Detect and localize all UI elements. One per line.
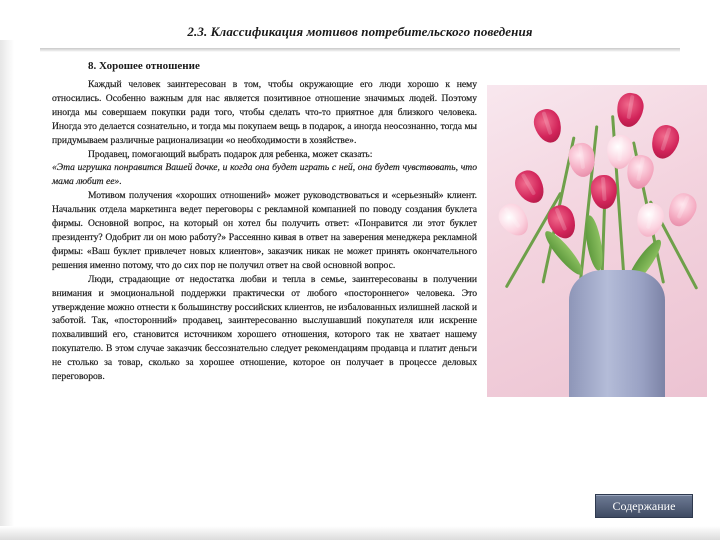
tulip-red [614,91,646,129]
paragraph-1: Каждый человек заинтересован в том, чтобы окружающие его люди хорошо к нему относились. Особенно важным для нас является позитивное отношение значимых людей. Поэтому иногда мы совершаем покупки ради того, чтобы сделать что-то приятное для близкого человека. Иногда это делается сознательно, и тогда мы покупаем вещь в подарок, а иногда неосознанно, тогда мы придумываем различные рационализации «о необходимости в хозяйстве». [52,79,477,146]
slide-shadow-bottom [0,526,720,540]
section-heading: 8. Хорошее отношение [88,60,200,72]
slide-shadow-left [0,40,14,540]
body-text [52,78,477,384]
tulip-light [633,200,666,239]
tulip-red [647,122,682,162]
vase [569,270,665,397]
paragraph-4: Люди, страдающие от недостатка любви и тепла в семье, заинтересованы в получении внимания и эмоциональной поддержки практически от любого «постороннего» человека. Это утверждение можно отнести к большинству российских клиентов, не избалованных излишней лаской и заботой. Так, «посторонний» продавец, заинтересованно выслушавший покупателя или искренне похваливший его, становится источником хорошего отношения, которого так не хватает нашему покупателю. В этом случае заказчик бессознательно следует рекомендациям продавца и платит деньги не столько за товар, сколько за хорошее отношение, которое он получает в процессе деловых переговоров. [52,273,477,383]
title-divider [40,48,680,52]
tulips-photo [487,85,707,397]
contents-button[interactable]: Содержание [595,494,693,518]
tulip-red [590,174,618,210]
quote-paragraph: «Эта игрушка понравится Вашей дочке, и когда она будет играть с ней, она будет чувствовать, что мама любит ее». [52,162,477,188]
page-title: 2.3. Классификация мотивов потребительского поведения [187,24,533,39]
tulip-pink [663,189,701,231]
paragraph-3: Мотивом получения «хороших отношений» может руководствоваться и «серьезный» клиент. Начальник отдела маркетинга ведет переговоры с рекламной компанией по поводу создания буклета фирмы. Основной вопрос, на который он хотел бы получить ответ: «Понравится ли этот буклет президенту? Одобрит ли он мою работу?» Рассеянно кивая в ответ на заверения менеджера рекламной фирмы: «Ваш буклет привлечет новых клиентов», заказчик никак не может принять окончательного решения именно потому, что до сих пор не получил ответ на свой основной вопрос. [52,190,477,271]
tulip-red [530,106,565,146]
paragraph-2: Продавец, помогающий выбрать подарок для ребенка, может сказать: [88,148,373,160]
tulip-light [493,199,534,242]
tulip-red [510,166,550,208]
